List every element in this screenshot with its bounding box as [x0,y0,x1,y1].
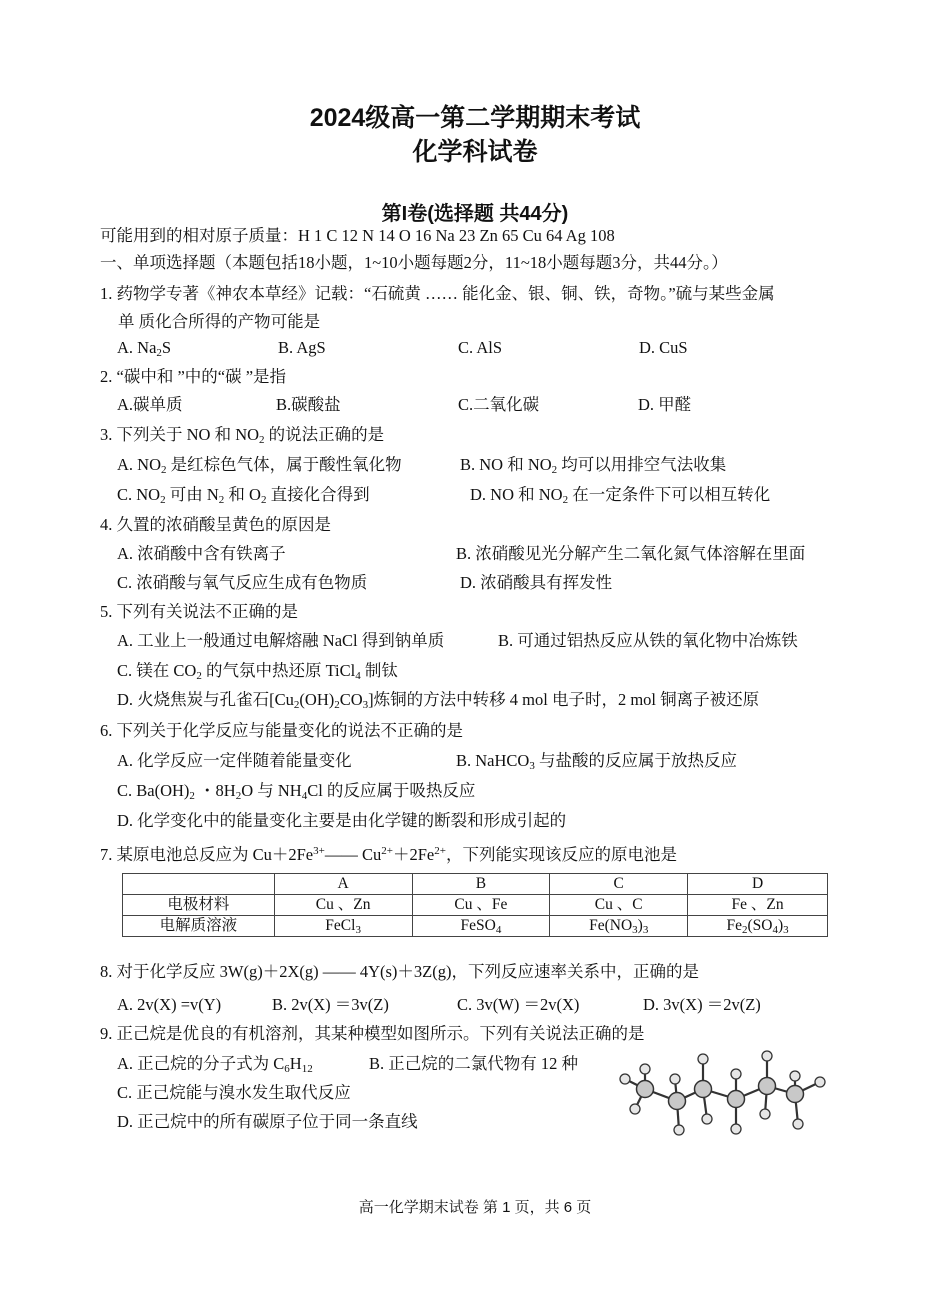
table-header-row [123,874,828,895]
table-header-cell: A [274,874,412,895]
q3-option-c: C. $NO_2$ 可由 $N_2$ 和 $O_2$ 直接化合得到 [117,485,370,506]
q3-option-d: D. NO 和 $NO_2$ 在一定条件下可以相互转化 [470,485,771,506]
q5-option-d: D. 火烧焦炭与孔雀石$[Cu_2(OH)_2CO_3]$炼铜的方法中转移 4 mol 电子时，2 mol 铜离子被还原 [117,690,760,711]
q2-option-a: A.碳单质 [117,395,183,414]
q1-option-d: D. CuS [639,338,688,357]
table-cell: Fe 、Zn [688,895,828,916]
q6-option-a: A. 化学反应一定伴随着能量变化 [117,751,352,770]
exam-title: 2024级高一第二学期期末考试 [309,104,641,132]
q6-option-c: C. $Ba(OH)_2$ ・$8H_2O$ 与 $NH_4Cl$ 的反应属于吸热反应 [117,781,476,802]
q2-option-d: D. 甲醛 [638,395,692,414]
q1-option-a: A. $Na_2S$ [117,338,172,359]
q9-option-d: D. 正己烷中的所有碳原子位于同一条直线 [117,1112,418,1131]
q5-option-a: A. 工业上一般通过电解熔融 NaCl 得到钠单质 [117,631,445,650]
q4-option-c: C. 浓硝酸与氧气反应生成有色物质 [117,573,368,592]
q2-option-c: C.二氧化碳 [458,395,540,414]
q8-stem: 8. 对于化学反应 3W(g)＋2X(g) —— 4Y(s)＋3Z(g)，下列反应速率关系中，正确的是 [100,962,699,981]
table-header-cell: C [550,874,688,895]
q4-option-a: A. 浓硝酸中含有铁离子 [117,544,286,563]
q6-option-d: D. 化学变化中的能量变化主要是由化学键的断裂和形成引起的 [117,811,567,830]
q5-stem: 5. 下列有关说法不正确的是 [100,602,298,621]
atomic-mass-note: 可能用到的相对原子质量：H 1 C 12 N 14 O 16 Na 23 Zn 65 Cu 64 Ag 108 [100,226,615,245]
q7-stem: 7. 某原电池总反应为 $Cu+2Fe^{3+}——$ $Cu^{2+}+2Fe^{2+}$，下列能实现该反应的原电池是 [100,845,677,864]
row-label-electrolyte: 电解质溶液 [123,916,275,937]
q5-option-c: C. 镁在 $CO_2$ 的气氛中热还原 TiCl$_4$ 制钛 [117,661,398,682]
q9-option-a: A. 正己烷的分子式为 $C_6H_{12}$ [117,1054,313,1075]
table-row [123,916,828,937]
row-label-electrode: 电极材料 [123,895,275,916]
q8-option-d: D. 3v(X) ＝2v(Z) [643,995,761,1014]
q3-option-a: A. $NO_2$ 是红棕色气体，属于酸性氧化物 [117,455,402,476]
q4-option-b: B. 浓硝酸见光分解产生二氧化氮气体溶解在里面 [456,544,806,563]
table-cell: Cu 、Zn [274,895,412,916]
q3-stem: 3. 下列关于 NO 和 $NO_2$ 的说法正确的是 [100,425,385,446]
q6-stem: 6. 下列关于化学反应与能量变化的说法不正确的是 [100,721,463,740]
table-cell: FeCl$_3$ [274,916,412,937]
q1-option-b: B. AgS [278,338,326,357]
q9-option-c: C. 正己烷能与溴水发生取代反应 [117,1083,351,1102]
q8-option-b: B. 2v(X) ＝3v(Z) [272,995,389,1014]
table-cell: $Fe_2(SO_4)_3$ [688,916,828,937]
table-cell: $Fe(NO_3)_3$ [550,916,688,937]
q4-option-d: D. 浓硝酸具有挥发性 [460,573,613,592]
q6-option-b: B. NaHCO$_3$ 与盐酸的反应属于放热反应 [456,751,737,772]
q2-stem: 2. “碳中和 ”中的“碳 ”是指 [100,367,287,386]
table-header-cell [123,874,275,895]
q1-stem: 1. 药物学专著《神农本草经》记载：“石硫黄 …… 能化金、银、铜、铁，奇物。”硫与某些金属 [100,284,775,303]
q5-option-b: B. 可通过铝热反应从铁的氧化物中冶炼铁 [498,631,798,650]
q1-option-c: C. AlS [458,338,503,357]
q2-option-b: B.碳酸盐 [276,395,341,414]
q1-stem-cont: 单 质化合所得的产物可能是 [118,312,321,331]
q7-table [122,873,828,937]
section-heading: 第I卷(选择题 共44分) [381,203,569,225]
q4-stem: 4. 久置的浓硝酸呈黄色的原因是 [100,515,331,534]
table-cell: FeSO$_4$ [412,916,550,937]
q9-option-b: B. 正己烷的二氯代物有 12 种 [369,1054,579,1073]
q8-option-a: A. 2v(X) =v(Y) [117,995,222,1014]
hexane-model-figure [615,1045,830,1140]
table-row [123,895,828,916]
q8-option-c: C. 3v(W) ＝2v(X) [457,995,580,1014]
table-cell: Cu 、C [550,895,688,916]
page-footer: 高一化学期末试卷 第 1 页，共 6 页 [358,1199,592,1216]
q3-option-b: B. NO 和 $NO_2$ 均可以用排空气法收集 [460,455,727,476]
q9-stem: 9. 正己烷是优良的有机溶剂，其某种模型如图所示。下列有关说法正确的是 [100,1024,645,1043]
table-header-cell: D [688,874,828,895]
table-header-cell: B [412,874,550,895]
table-cell: Cu 、Fe [412,895,550,916]
part-intro: 一、单项选择题（本题包括18小题，1~10小题每题2分，11~18小题每题3分，共44分。） [100,253,728,272]
exam-subtitle: 化学科试卷 [412,138,538,166]
